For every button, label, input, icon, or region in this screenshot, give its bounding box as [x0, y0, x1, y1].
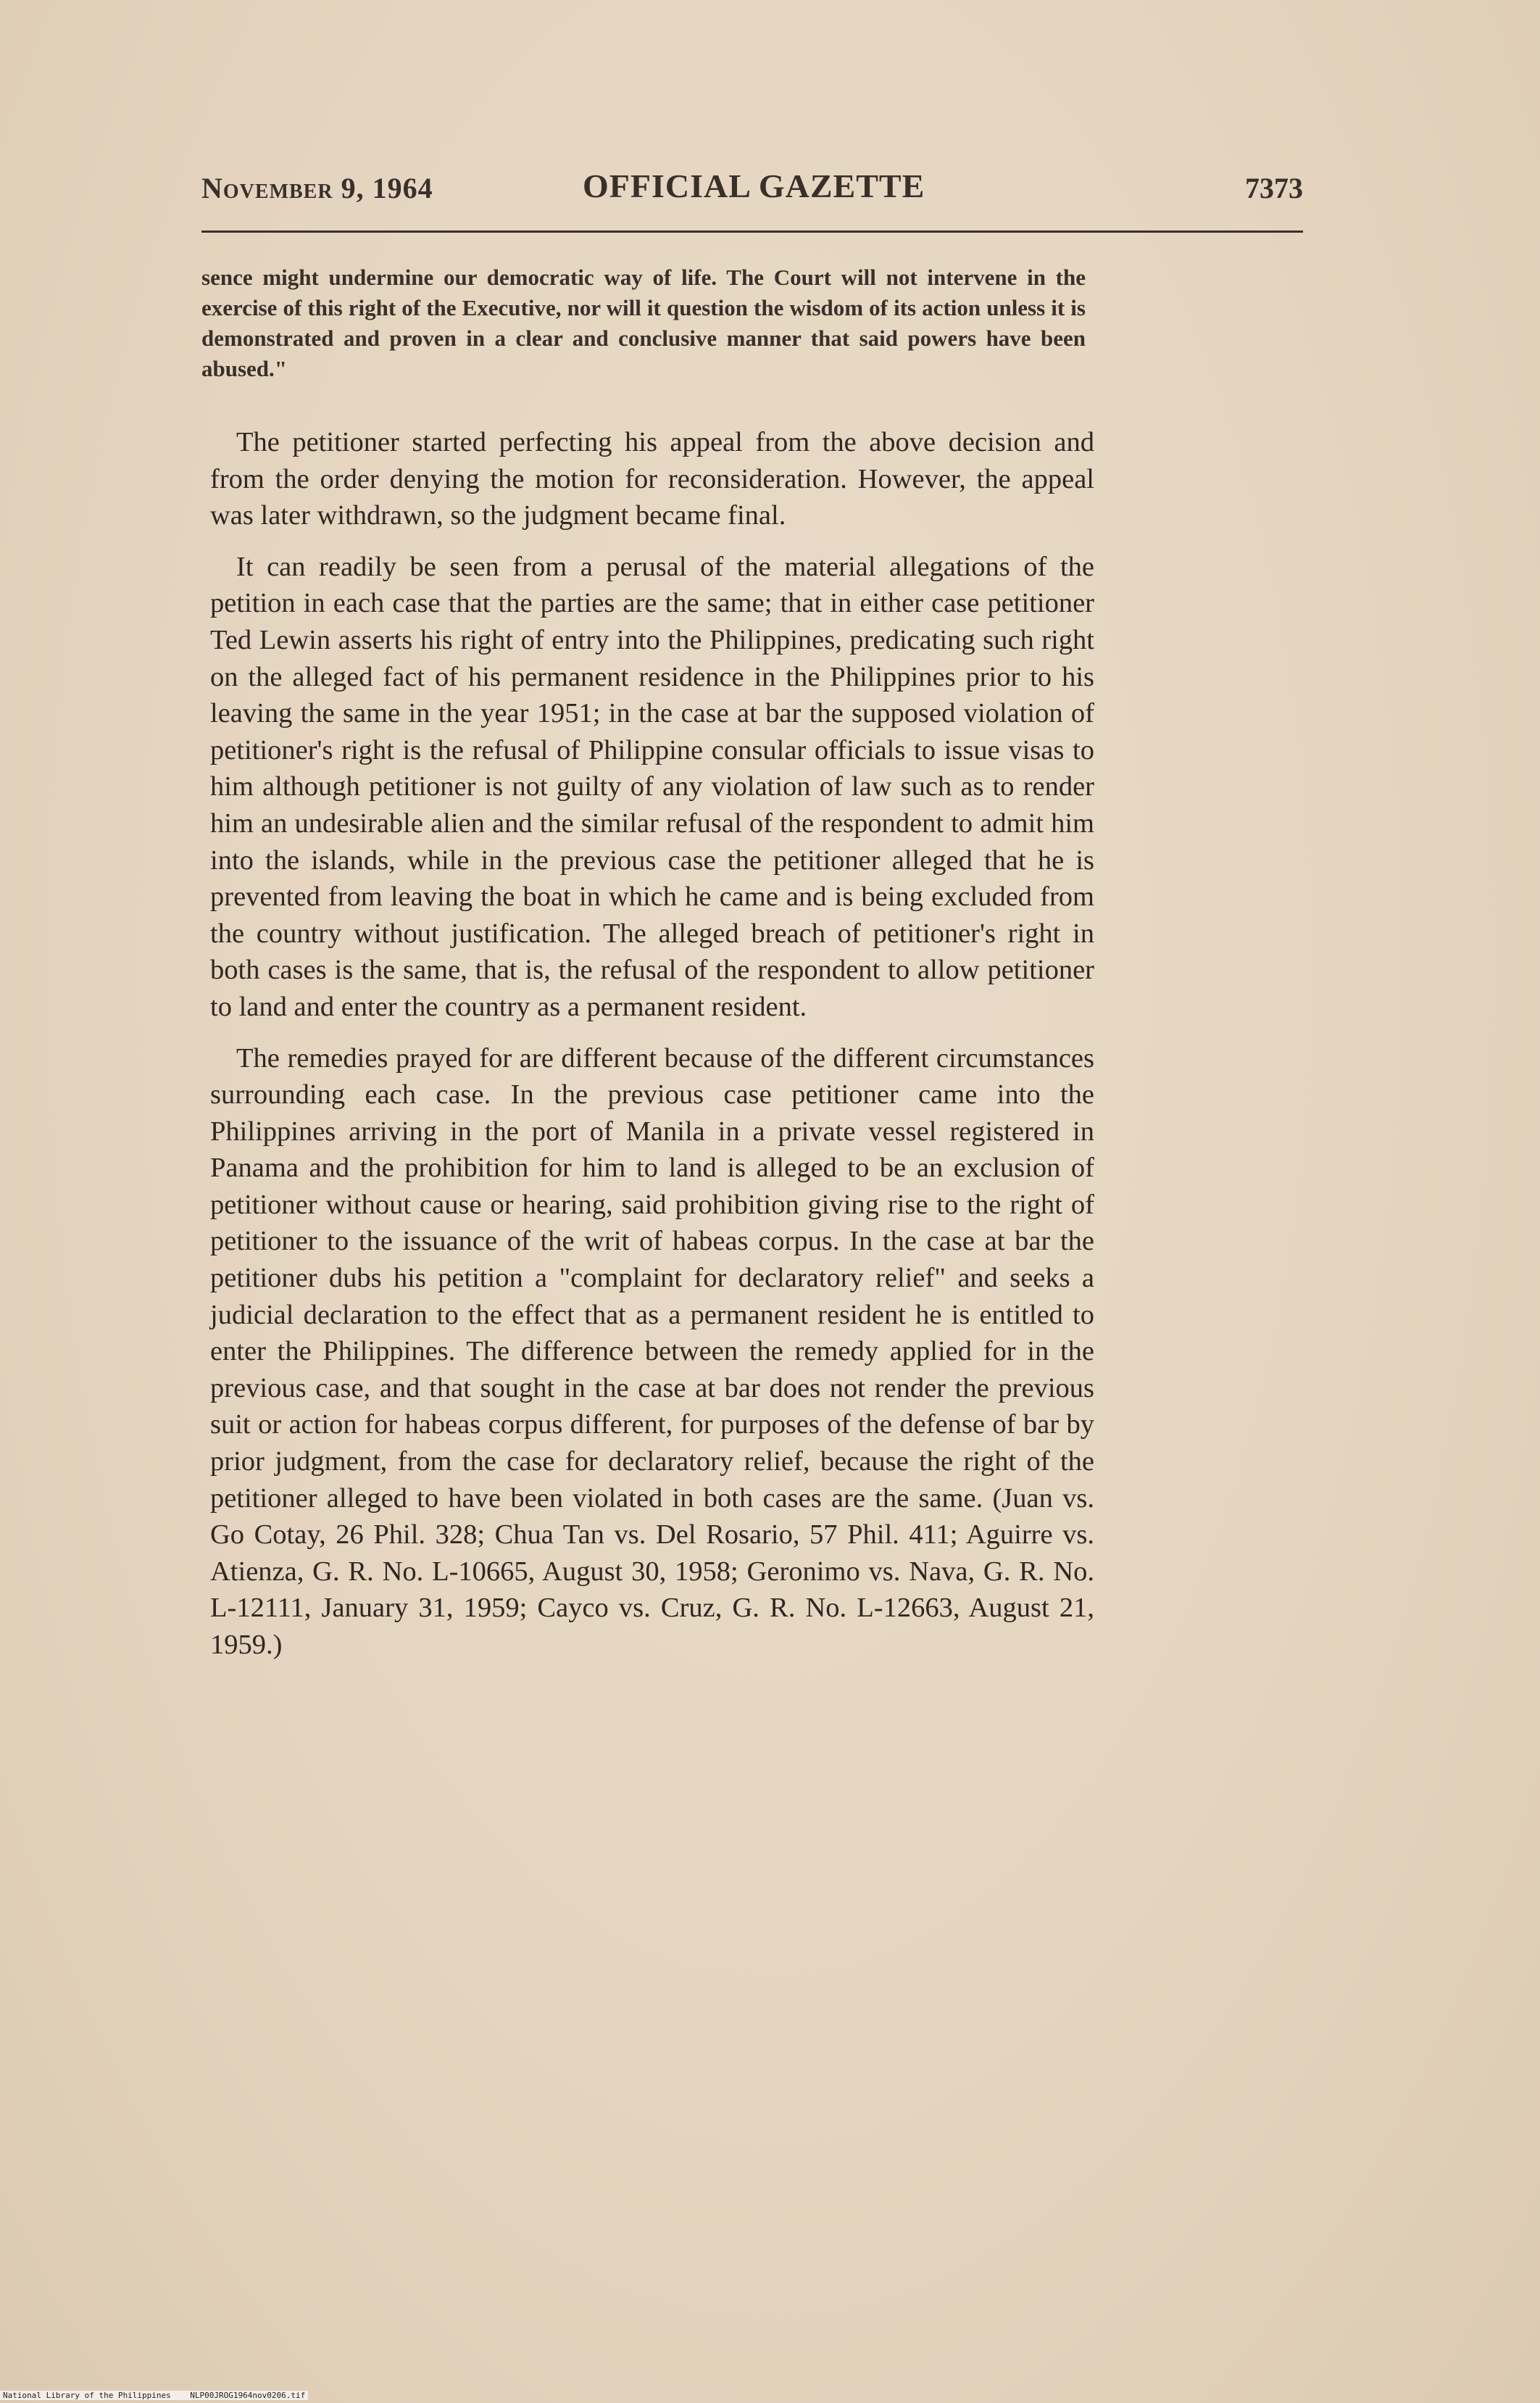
paragraph-allegations: It can readily be seen from a perusal of the material allegations of the petition in each case that the parties are the same; that in either case petitioner Ted Lewin asserts his right of entry into the Philippines, predicating such right on the alleged fact of his permanent residence in the Philippines prior to his leaving the same in the year 1951; in the case at bar the supposed violation of petitioner's right is the refusal of Philippine consular officials to issue visas to him although petitioner is not guilty of any violation of law such as to render him an undesirable alien and the similar refusal of the respondent to admit him into the islands, while in the previous case the petitioner alleged that he is prevented from leaving the boat in which he came and is being excluded from the country without justification. The alleged breach of petitioner's right in both cases is the same, that is, the refusal of the respondent to allow petitioner to land and enter the country as a permanent resident.: [210, 551, 1094, 1022]
body-text: [210, 424, 1094, 1678]
paragraph-remedies: The remedies prayed for are different because of the different circumstances surrounding each case. In the previous case petitioner came into the Philippines arriving in the port of Manila in a private vessel registered in Panama and the prohibition for him to land is alleged to be an exclusion of petitioner without cause or hearing, said prohibition giving rise to the right of petitioner to the issuance of the writ of habeas corpus. In the case at bar the petitioner dubs his petition a "complaint for declaratory relief" and seeks a judicial declaration to the effect that as a permanent resident he is entitled to enter the Philippines. The difference between the remedy applied for in the previous case, and that sought in the case at bar does not render the previous suit or action for habeas corpus different, for purposes of the defense of bar by prior judgment, from the case for declaratory relief, because the right of the petitioner alleged to have been violated in both cases are the same. (Juan vs. Go Cotay, 26 Phil. 328; Chua Tan vs. Del Rosario, 57 Phil. 411; Aguirre vs. Atienza, G. R. No. L-10665, August 30, 1958; Geronimo vs. Nava, G. R. No. L-12111, January 31, 1959; Cayco vs. Cruz, G. R. No. L-12663, August 21, 1959.): [210, 1042, 1094, 1660]
header-date: November 9, 1964: [201, 172, 433, 204]
header-rule: [201, 231, 1303, 233]
paragraph-appeal: The petitioner started perfecting his appeal from the above decision and from the order denying the motion for reconsideration. However, the appeal was later withdrawn, so the judgment became final.: [210, 427, 1094, 531]
scan-footer: National Library of the Philippines NLP00JROG1964nov0206.tif: [0, 2391, 308, 2400]
page-header: [201, 167, 1303, 215]
quoted-passage: sence might undermine our democratic way of life. The Court will not intervene in the exercise of this right of the Executive, nor will it question the wisdom of its action unless it is demonstrated and proven in a clear and conclusive manner that said powers have been abused.": [201, 265, 1086, 381]
header-page-number: 7373: [1245, 172, 1303, 204]
header-title: OFFICIAL GAZETTE: [583, 167, 925, 204]
